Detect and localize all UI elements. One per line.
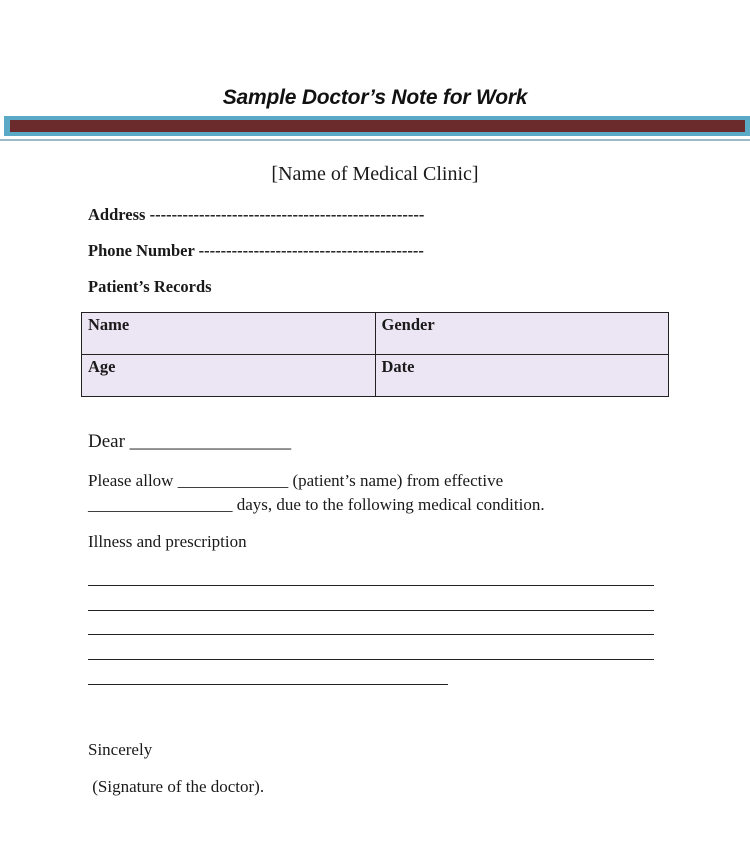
signature-line: (Signature of the doctor). [88, 777, 265, 796]
address-field: Address -------------------------------------------------- [88, 205, 425, 224]
clinic-name: [Name of Medical Clinic] [271, 163, 479, 185]
table-row [82, 355, 669, 397]
document-title: Sample Doctor’s Note for Work [222, 86, 528, 109]
prescription-line [88, 684, 448, 685]
illness-heading: Illness and prescription [88, 532, 247, 551]
prescription-line [88, 585, 654, 586]
request-line-1: Please allow _____________ (patient’s name) from effective [88, 471, 504, 490]
header-rule [0, 139, 750, 141]
closing: Sincerely [88, 740, 153, 759]
date-cell: Date [375, 355, 669, 397]
prescription-line [88, 634, 654, 635]
patient-records-heading: Patient’s Records [88, 277, 212, 296]
table-row [82, 313, 669, 355]
request-line-2: _________________ days, due to the following medical condition. [88, 495, 545, 514]
header-band-inner [10, 120, 745, 132]
salutation: Dear _________________ [88, 431, 292, 452]
gender-cell: Gender [375, 313, 669, 355]
phone-field: Phone Number ----------------------------------------- [88, 241, 424, 260]
patient-records-table [81, 312, 669, 397]
prescription-line [88, 659, 654, 660]
prescription-line [88, 610, 654, 611]
name-cell: Name [82, 313, 376, 355]
header-band [4, 116, 750, 136]
age-cell: Age [82, 355, 376, 397]
